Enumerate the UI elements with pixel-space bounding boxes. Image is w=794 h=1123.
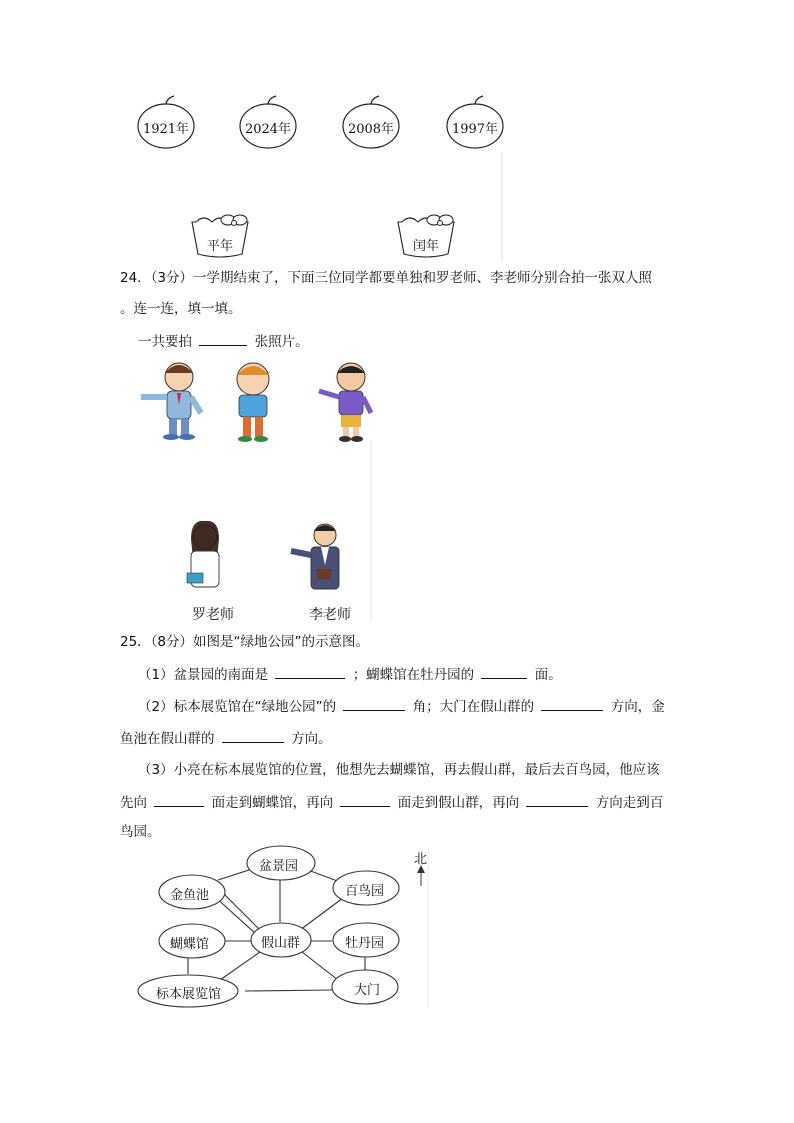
question-text: 鱼池在假山群的 — [120, 731, 215, 747]
question-text: 方向，金 — [610, 699, 665, 715]
map-label: 牡丹园 — [345, 936, 385, 951]
student-icon[interactable] — [319, 363, 371, 442]
map-label: 大门 — [354, 983, 381, 998]
apple-label: 1921年 — [142, 122, 190, 137]
question-score: （3分） — [150, 270, 194, 286]
answer-blank[interactable] — [154, 792, 204, 807]
apple-label: 1997年 — [451, 122, 499, 137]
basket-label: 闰年 — [412, 239, 439, 254]
q25-part3-line1 — [138, 760, 660, 780]
question-text: （3）小亮在标本展览馆的位置，他想先去蝴蝶馆，再去假山群，最后去百鸟园，他应该 — [138, 762, 660, 778]
teacher-icon[interactable] — [187, 521, 219, 587]
question-text: 先向 — [120, 795, 147, 811]
answer-blank[interactable] — [481, 664, 527, 679]
question-text: 方向走到百 — [595, 795, 664, 811]
question-text: （1）盆景园的南面是 — [138, 667, 269, 683]
q25-part2-line2 — [120, 728, 332, 749]
question-text: 面走到假山群，再向 — [397, 795, 520, 811]
teacher-name: 李老师 — [309, 607, 351, 623]
teacher-icon[interactable] — [291, 524, 339, 589]
question-number: 25． — [120, 634, 151, 650]
question-text: 鸟园。 — [120, 824, 161, 840]
question-score: （8分） — [150, 634, 194, 650]
question-text: 面走到蝴蝶馆，再向 — [211, 795, 334, 811]
student-icon[interactable] — [237, 363, 269, 442]
answer-blank[interactable] — [343, 696, 405, 711]
answer-blank[interactable] — [526, 792, 588, 807]
basket-label: 平年 — [206, 239, 233, 254]
q25-part1 — [138, 664, 562, 685]
q24-stem-line2 — [120, 299, 242, 319]
map-label: 盆景园 — [259, 859, 299, 874]
question-text: 方向。 — [291, 731, 332, 747]
apple-label: 2008年 — [347, 122, 395, 137]
question-text: （2）标本展览馆在“绿地公园”的 — [138, 699, 337, 715]
q25-stem — [120, 632, 369, 652]
north-label: 北 — [414, 852, 428, 867]
north-arrow-icon — [417, 865, 425, 886]
question-number: 24． — [120, 270, 151, 286]
map-label: 百鸟园 — [345, 884, 385, 899]
people-illustration — [135, 355, 380, 625]
student-icon[interactable] — [141, 363, 201, 440]
fill-text: 张照片。 — [254, 334, 309, 350]
apple-label: 2024年 — [244, 122, 292, 137]
fill-text: 一共要拍 — [138, 334, 192, 350]
q25-part3-line2 — [120, 792, 663, 813]
question-text: ；蝴蝶馆在牡丹园的 — [352, 667, 475, 683]
q24-fill-line — [138, 331, 309, 352]
answer-blank[interactable] — [275, 664, 345, 679]
map-label: 假山群 — [261, 936, 301, 951]
answer-blank[interactable] — [222, 728, 284, 743]
q24-stem-line1 — [120, 268, 652, 288]
q25-part3-line3 — [120, 822, 161, 842]
teacher-name: 罗老师 — [192, 607, 234, 623]
question-text: 一学期结束了，下面三位同学都要单独和罗老师、李老师分别合拍一张双人照 — [193, 270, 653, 286]
question-text: 如图是“绿地公园”的示意图。 — [193, 634, 370, 650]
question-text: 角；大门在假山群的 — [412, 699, 535, 715]
answer-blank[interactable] — [340, 792, 390, 807]
question-text: 。连一连，填一填。 — [120, 301, 242, 317]
question-text: 面。 — [534, 667, 562, 683]
answer-blank[interactable] — [199, 331, 247, 346]
map-label: 标本展览馆 — [156, 987, 222, 1002]
q25-part2-line1 — [138, 696, 665, 717]
map-label: 金鱼池 — [170, 888, 210, 903]
map-label: 蝴蝶馆 — [170, 937, 210, 952]
answer-blank[interactable] — [541, 696, 603, 711]
